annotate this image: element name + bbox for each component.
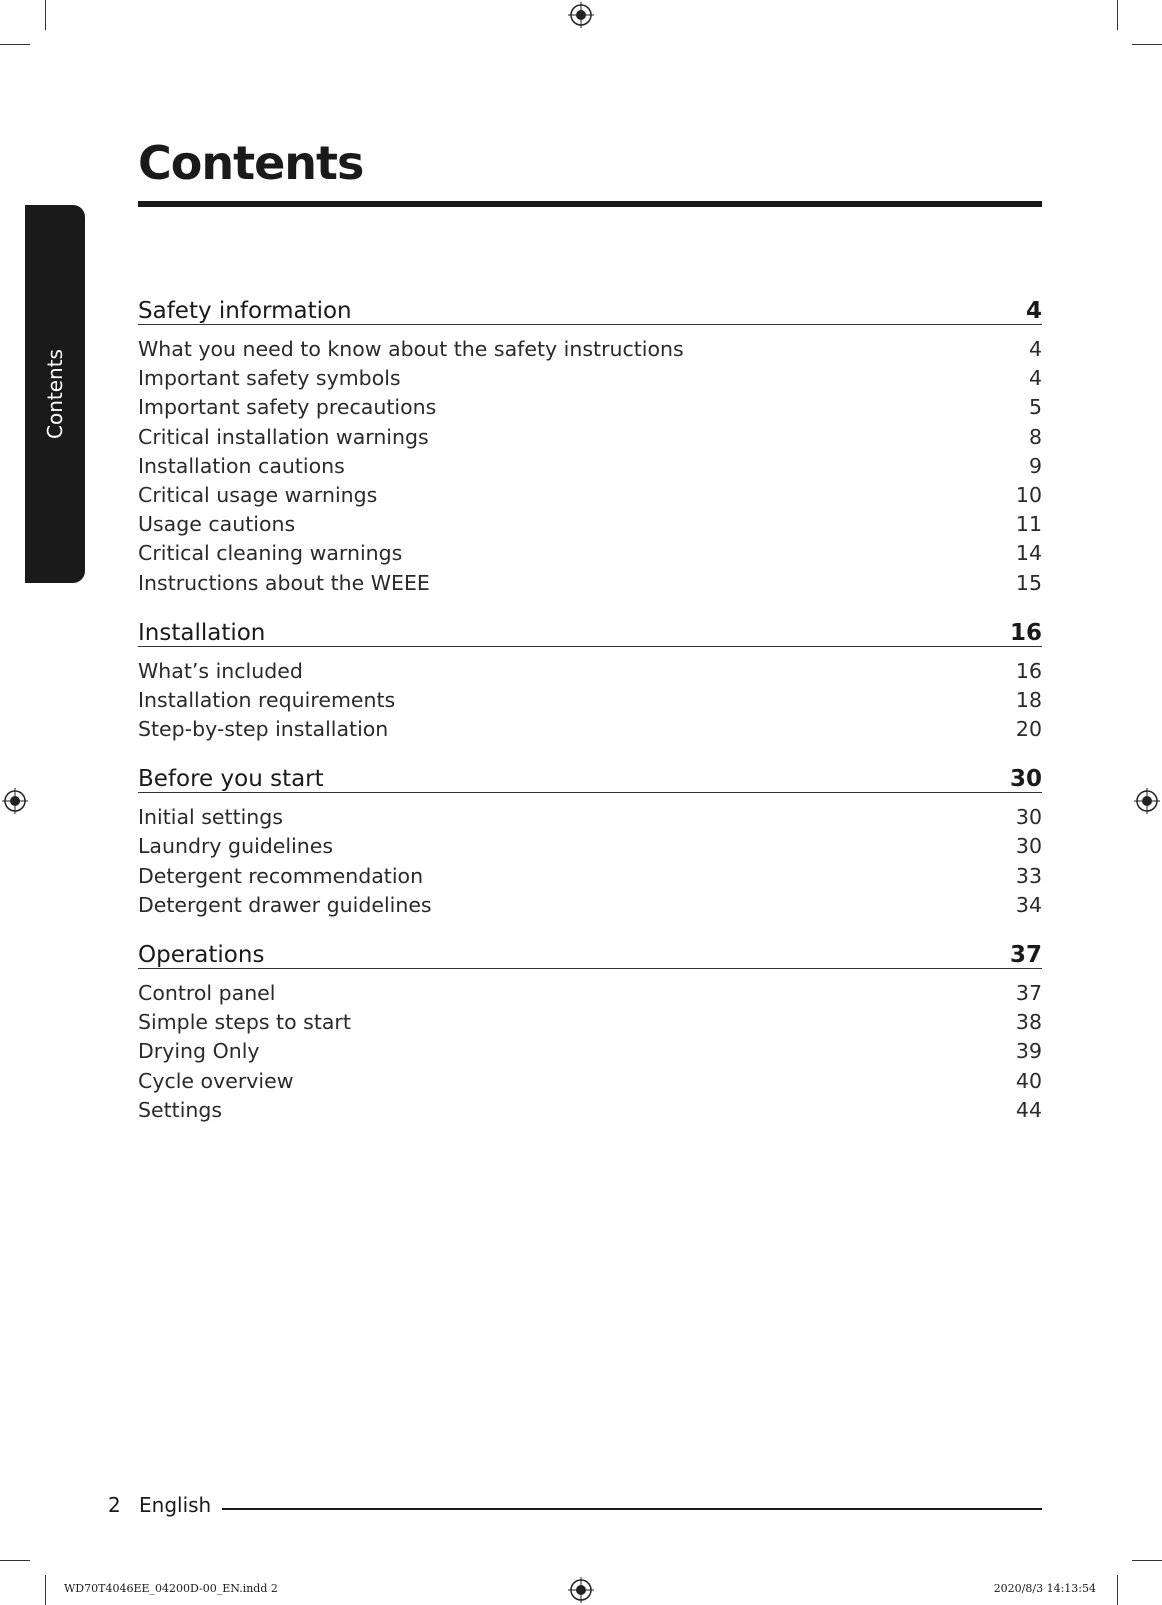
toc-entry-page: 8 [1028, 424, 1042, 449]
toc-entry[interactable] [138, 423, 1042, 452]
registration-mark-icon [568, 1577, 594, 1603]
toc-entry[interactable] [138, 891, 1042, 920]
table-of-contents [138, 286, 1042, 1135]
crop-mark [1132, 44, 1162, 45]
toc-entry-label: Usage cautions [138, 512, 296, 537]
toc-section-page: 37 [1009, 942, 1042, 968]
toc-entry-label: What you need to know about the safety instructions [138, 337, 684, 361]
footer-rule [222, 1508, 1042, 1510]
toc-entry-page: 34 [1015, 892, 1042, 917]
toc-entry-label: Critical installation warnings [138, 424, 429, 449]
toc-entry-page: 14 [1015, 541, 1042, 566]
toc-entry-label: Important safety symbols [138, 366, 401, 391]
toc-entry-label: Detergent drawer guidelines [138, 892, 432, 917]
crop-mark [1117, 1575, 1118, 1605]
toc-entry[interactable] [138, 539, 1042, 568]
toc-entry-list [138, 647, 1042, 745]
toc-section-heading[interactable] [138, 286, 1042, 325]
toc-section-page: 16 [1009, 619, 1042, 646]
toc-entry-page: 30 [1015, 805, 1042, 830]
crop-mark [45, 0, 46, 30]
toc-section [138, 930, 1042, 1125]
toc-entry-page: 37 [1015, 981, 1042, 1005]
toc-entry-label: Laundry guidelines [138, 834, 334, 859]
toc-entry-page: 10 [1015, 482, 1042, 507]
toc-entry[interactable] [138, 803, 1042, 832]
toc-entry-list [138, 325, 1042, 598]
toc-entry[interactable] [138, 686, 1042, 715]
toc-entry-page: 5 [1028, 395, 1042, 420]
toc-section-heading[interactable] [138, 608, 1042, 647]
toc-entry-page: 33 [1015, 863, 1042, 888]
toc-entry[interactable] [138, 393, 1042, 422]
toc-entry-page: 16 [1015, 658, 1042, 683]
toc-section-heading[interactable] [138, 930, 1042, 969]
toc-section [138, 608, 1042, 745]
toc-entry-page: 4 [1028, 337, 1042, 361]
toc-entry[interactable] [138, 715, 1042, 744]
toc-section [138, 286, 1042, 598]
toc-entry[interactable] [138, 1096, 1042, 1125]
toc-entry-page: 39 [1015, 1039, 1042, 1064]
page-title: Contents [138, 136, 364, 190]
toc-entry-label: Detergent recommendation [138, 863, 424, 888]
toc-entry[interactable] [138, 452, 1042, 481]
toc-entry[interactable] [138, 657, 1042, 686]
toc-entry[interactable] [138, 1037, 1042, 1066]
toc-entry-page: 44 [1015, 1097, 1042, 1122]
toc-entry-page: 15 [1015, 570, 1042, 595]
toc-entry[interactable] [138, 979, 1042, 1008]
toc-entry[interactable] [138, 569, 1042, 598]
toc-entry-label: Control panel [138, 981, 276, 1005]
toc-entry-page: 18 [1015, 687, 1042, 712]
toc-entry-label: Critical cleaning warnings [138, 541, 403, 566]
toc-entry-page: 20 [1015, 717, 1042, 742]
toc-section-title: Safety information [138, 298, 352, 324]
toc-entry-label: Installation cautions [138, 453, 345, 478]
toc-section-title: Operations [138, 942, 265, 968]
toc-entry-label: Instructions about the WEEE [138, 570, 430, 595]
crop-mark [1132, 1560, 1162, 1561]
print-slug-file: WD70T4046EE_04200D-00_EN.indd 2 [64, 1582, 278, 1595]
registration-mark-icon [1134, 788, 1160, 814]
toc-section-title: Before you start [138, 766, 324, 793]
toc-section-page: 4 [1025, 298, 1042, 324]
toc-entry-label: Settings [138, 1097, 223, 1122]
toc-entry-page: 9 [1028, 453, 1042, 478]
toc-section-title: Installation [138, 619, 266, 646]
toc-entry-page: 11 [1015, 512, 1042, 537]
crop-mark [1117, 0, 1118, 30]
toc-entry[interactable] [138, 832, 1042, 861]
toc-entry[interactable] [138, 335, 1042, 364]
toc-section-page: 30 [1009, 766, 1042, 793]
toc-entry-page: 38 [1015, 1010, 1042, 1035]
crop-mark [0, 1560, 30, 1561]
registration-mark-icon [568, 2, 594, 28]
side-tab [25, 205, 85, 583]
toc-entry-list [138, 793, 1042, 920]
toc-entry-label: Initial settings [138, 805, 283, 830]
toc-entry-label: Critical usage warnings [138, 482, 378, 507]
toc-section [138, 754, 1042, 920]
toc-entry[interactable] [138, 1067, 1042, 1096]
toc-entry-label: Drying Only [138, 1039, 260, 1064]
crop-mark [45, 1575, 46, 1605]
side-tab-label: Contents [43, 349, 67, 439]
toc-entry[interactable] [138, 481, 1042, 510]
toc-entry-label: Step-by-step installation [138, 717, 389, 742]
title-rule [138, 201, 1042, 207]
registration-mark-icon [2, 788, 28, 814]
toc-entry-page: 4 [1028, 366, 1042, 391]
toc-entry[interactable] [138, 1008, 1042, 1037]
print-slug-timestamp: 2020/8/3 14:13:54 [993, 1582, 1096, 1595]
toc-entry-label: Cycle overview [138, 1068, 294, 1093]
toc-entry-page: 30 [1015, 834, 1042, 859]
toc-section-heading[interactable] [138, 754, 1042, 793]
toc-entry[interactable] [138, 364, 1042, 393]
toc-entry-list [138, 969, 1042, 1125]
toc-entry-label: Important safety precautions [138, 395, 437, 420]
crop-mark [0, 44, 30, 45]
toc-entry[interactable] [138, 862, 1042, 891]
toc-entry-label: What’s included [138, 658, 303, 683]
toc-entry-label: Simple steps to start [138, 1010, 351, 1035]
toc-entry-label: Installation requirements [138, 687, 396, 712]
footer-page-number: 2 [108, 1493, 121, 1517]
toc-entry[interactable] [138, 510, 1042, 539]
toc-entry-page: 40 [1015, 1068, 1042, 1093]
footer-language: English [139, 1493, 212, 1517]
